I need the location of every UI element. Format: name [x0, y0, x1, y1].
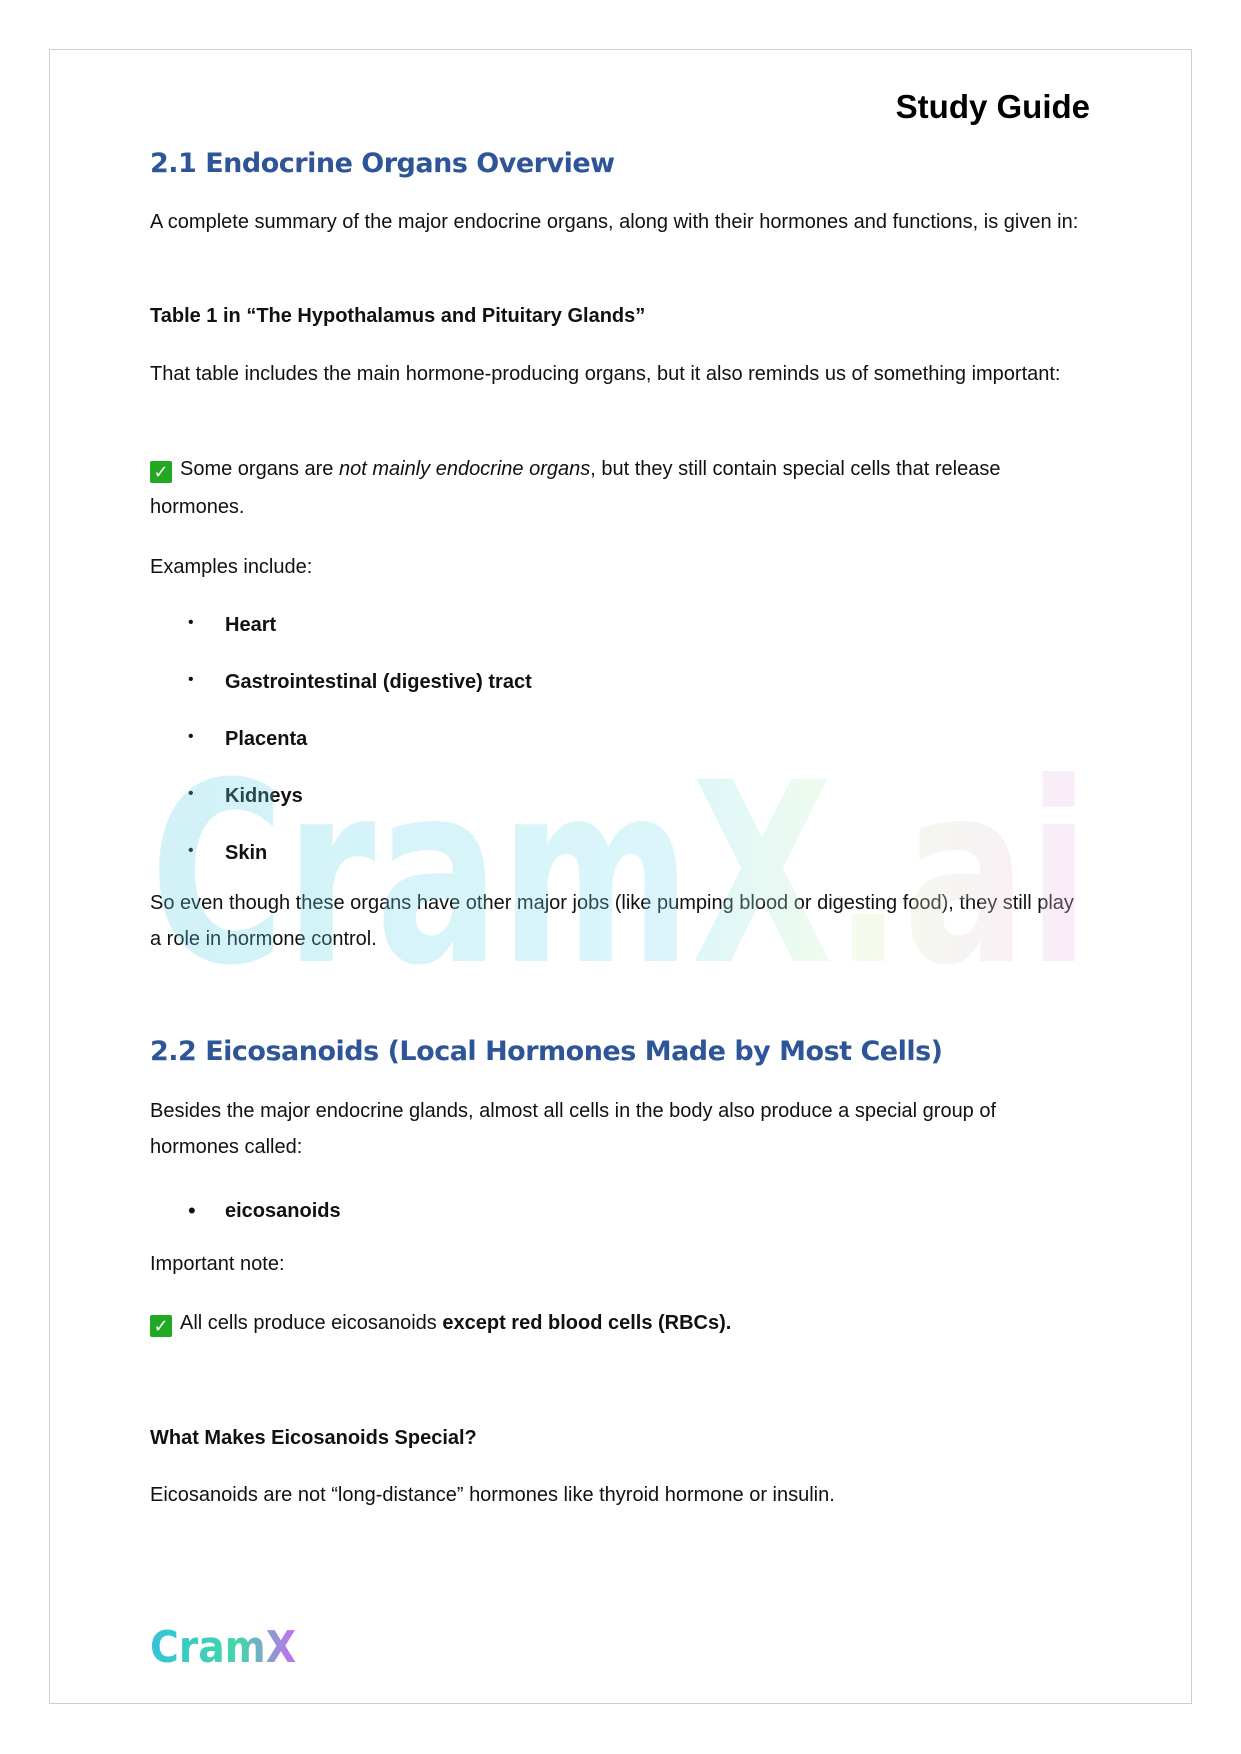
section2-intro: Besides the major endocrine glands, almost all cells in the body also produce a special group of hormones called:: [150, 1100, 997, 1158]
page-header-title: Study Guide: [895, 88, 1090, 125]
bullet-icon: •: [188, 671, 194, 688]
section1-note: [150, 450, 1090, 526]
examples-label: Examples include:: [150, 556, 313, 578]
bullet-icon: •: [188, 1198, 196, 1223]
svg-text:CramX.ai: CramX.ai: [150, 756, 1090, 996]
section-heading-2-2: 2.2 Eicosanoids (Local Hormones Made by Most Cells): [150, 1036, 943, 1067]
note-post: , but they still contain special cells that release hormones.: [150, 458, 1001, 518]
bullet-icon: •: [188, 728, 194, 745]
important-note-label: Important note:: [150, 1253, 285, 1275]
section1-closing: So even though these organs have other major jobs (like pumping blood or digesting food), they still play a role in hormone control.: [150, 892, 1074, 950]
check-mark-icon: ✓: [150, 461, 172, 483]
bullet-icon: •: [188, 842, 194, 859]
section1-intro: A complete summary of the major endocrine organs, along with their hormones and functions, is given in:: [150, 211, 1079, 233]
note-pre: Some organs are: [180, 458, 339, 480]
bullet-icon: •: [188, 785, 194, 802]
section-heading-2-1: 2.1 Endocrine Organs Overview: [150, 148, 615, 179]
table-reference: Table 1 in “The Hypothalamus and Pituitary Glands”: [150, 305, 646, 327]
section2-note: ✓ All cells produce eicosanoids except red blood cells (RBCs).: [150, 1305, 1090, 1341]
check-mark-icon: ✓: [150, 1315, 172, 1337]
svg-text:CramX: CramX: [150, 1622, 297, 1672]
cramx-logo: [150, 1622, 300, 1672]
section1-para2: That table includes the main hormone-producing organs, but it also reminds us of something important:: [150, 363, 1061, 385]
note-emphasis: not mainly endocrine organs: [338, 458, 591, 480]
bullet-icon: •: [188, 614, 194, 631]
section2-para: Eicosanoids are not “long-distance” hormones like thyroid hormone or insulin.: [150, 1484, 835, 1506]
subheading: What Makes Eicosanoids Special?: [150, 1427, 477, 1449]
